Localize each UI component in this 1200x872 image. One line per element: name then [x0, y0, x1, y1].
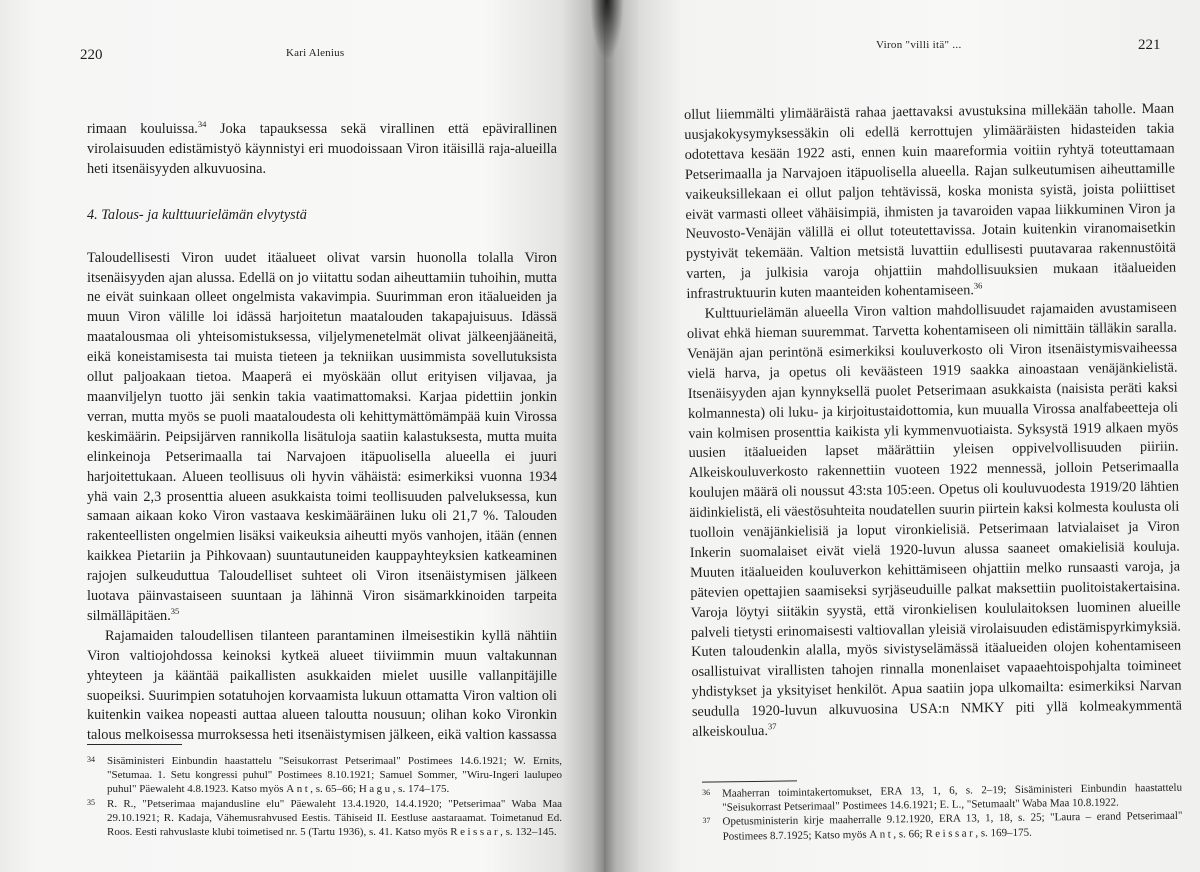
footnote: 35 R. R., "Petserimaa majandusline elu" Päewaleht 13.4.1920, 14.4.1920; "Petserimaa" Waba Maa 29.10.1921; R. Kadaja, Vähemusrahvused Eestis. Tähiseid II. Eestluse aastaraamat. Toimetanud Ed. Roos. Eesti rahvuslaste klubi toimetised nr. 5 (Tartu 1936), s. 41. Katso myös Reissar, s. 132–145.	[87, 797, 562, 839]
footnote: 36 Maaherran toimintakertomukset, ERA 13, 1, 6, s. 2–19; Sisäministeri Einbundin haastattelu "Seisukorrast Petserimaal" Postimees 14.6.1921; E. L., "Setumaalt" Waba Maa 10.8.1922.	[702, 781, 1183, 814]
footnote: 34 Sisäministeri Einbundin haastattelu "Seisukorrast Petserimaal" Postimees 14.6.1921; W. Ernits, "Setumaa. 1. Setu kongressi puhul" Postimees 8.10.1921; Samuel Sommer, "Wiru-Ingeri laulupeo puhul" Päewaleht 4.8.1923. Katso myös Ant, s. 65–66; Hagu, s. 174–175.	[87, 755, 562, 796]
right-page	[604, 0, 1200, 872]
gutter-shadow	[590, 0, 624, 60]
paragraph: rimaan kouluissa.$^{34}$ Joka tapauksessa sekä virallinen että epävirallinen virolaisuuden edistämistyö käynnistyi eri muodoissaan Viron itäisillä raja-alueilla heti itsenäisyyden alkuvuosina.	[87, 119, 557, 177]
footnote-number: 36	[702, 787, 711, 797]
footnote-ref[interactable]: 35	[170, 606, 180, 617]
page-number-left: 220	[80, 47, 103, 63]
page-number-right: 221	[1138, 37, 1161, 53]
footnote-ref[interactable]: 36	[973, 280, 983, 291]
footnote-ref[interactable]: 37	[767, 721, 777, 732]
footnote-number: 35	[87, 797, 95, 807]
footnote-number: 37	[702, 816, 711, 826]
running-head-right: Viron "villi itä" ...	[876, 39, 962, 51]
footnote-divider	[87, 744, 182, 745]
footnote-number: 34	[87, 755, 95, 764]
paragraph: ollut liiemmälti ylimääräistä rahaa jaettavaksi avustuksina millekään taholle. Maan uusjakokysymyksessäkin oli edellä kerrottujen ylimääräisten hidasteiden takia odotettava kesään 1922 asti, ennen kuin maareformia voitiin ryhtyä toteuttamaan Petserimaalla ja Narvajoen itäpuolisella alueella. Rajan sulkeutumisen aiheuttamille vaikeuksillekaan ei ollut paljon tehtävissä, koska monista syistä, joista poliittiset eivät varmasti olleet vähäisimpiä, ihmisten ja tavaroiden vapaa liikkuminen Viron ja Neuvosto-Venäjän välillä ei ollut toteutettavissa. Jotain kuitenkin viranomaisetkin pystyivät tekemään. Valtion metsistä luvattiin edullisesti puutavaraa rakennustöitä varten, ja julkisia varoja ohjattiin mahdollisuuksien mukaan itäalueiden infrastruktuurin kuten maanteiden kohentamiseen.$^{36}$	[684, 100, 1177, 303]
footnote: 37 Opetusministerin kirje maaherralle 9.12.1920, ERA 13, 1, 18, s. 25; "Laura – erand Petserimaal" Postimees 8.7.1925; Katso myös Ant, s. 66; Reissar, s. 169–175.	[702, 810, 1183, 843]
section-heading: 4. Talous- ja kulttuurielämän elvytystä	[87, 206, 307, 223]
right-body-text	[684, 100, 1182, 743]
paragraph: Kulttuurielämän alueella Viron valtion mahdollisuudet rajamaiden avustamiseen olivat ehkä hieman suuremmat. Tarvetta kohentamiseen oli nimittäin tälläkin saralla. Venäjän ajan perintönä esimerkiksi kouluverkosto oli Viron itsenäistymisvaiheessa vielä harva, ja opetus oli keväästeen 1919 saakka ainoastaan venäjänkielistä. Itsenäisyyden ajan kynnyksellä puolet Petserimaan asukkaista (naisista peräti kaksi kolmannesta) oli luku- ja kirjoitustaidottomia, kun muualla Virossa analfabeetteja oli vain kolmisen prosenttia kaikista yli kymmenvuotiaista. Syksystä 1919 alkaen myös uusien itäalueiden lapset määrättiin yleisen oppivelvollisuuden piiriin. Alkeiskouluverkosto rakennettiin vuoteen 1922 mennessä, jolloin Petserimaalla koulujen määrä oli noussut 43:sta 105:een. Opetus oli kouluvuodesta 1919/20 lähtien äidinkielistä, eli väestösuhteita noudatellen suurin piirtein kaksi kolmesta koulusta oli tuolloin venäjänkielisiä ja loput vironkielisiä. Petserimaan latvialaiset ja Viron Inkerin suomalaiset eivät vielä 1920-luvun alussa saaneet omakielisiä kouluja. Muuten itäalueiden kouluverkon kehittämiseen ohjattiin melko runsaasti varoja, ja pätevien opettajien saamiseksi syrjäseuduille palkat maksettiin puolitoistakertaisina. Varoja löytyi siitäkin syystä, että vironkielisen koululaitoksen luominen alueille palveli tietysti erinomaisesti valtiovallan yleisiä virolaisuuden edistämispyrkimyksiä. Kuten taloudenkin alalla, myös sivistyselämässä itäalueiden olojen kohentamiseen osallistuivat virallisten tahojen rinnalla monenlaiset vapaaehtoispohjalta toimineet yhdistykset ja yksityiset henkilöt. Apua saatiin jopa ulkomailta: esimerkiksi Narvan seudulla 1920-luvun alkuvuosina USA:n NMKY piti yllä kolmeakymmentä alkeiskoulua.$^{37}$	[686, 299, 1182, 741]
paragraph: Taloudellisesti Viron uudet itäalueet olivat varsin huonolla tolalla Viron itsenäisyyden ajan alussa. Edellä on jo viitattu sodan aiheuttamiin tuhoihin, mutta ne eivät suinkaan olleet ongelmista vakavimpia. Suurimman eron itäalueiden ja muun Viron välille loi idässä harjoitetun maatalouden takapajuisuus. Idässä maatalousmaa oli yhteisomistuksessa, viljelymenetelmät olivat jälkeenjääneitä, eikä koneistamisesta tai muista tieteen ja tekniikan uusimmista sovellutuksista ollut paljoakaan tietoa. Maaperä ei myöskään ollut erityisen viljavaa, ja maanviljelyn tuotto jäi senkin takia vaatimattomaksi. Karjaa pidettiin jonkin verran, mutta myös se puoli maataloudesta oli kehittymättömämpää kuin Virossa keskimäärin. Peipsijärven rannikolla lisätuloja saatiin kalastuksesta, mutta muita elinkeinoja Petserimaalla tai Narvajoen itäpuolisella alueella ei juuri harjoitettukaan. Alueen teollisuus oli hyvin vähäistä: esimerkiksi vuonna 1934 yhä vain 2,3 prosenttia alueen asukkaista toimi teollisuuden palveluksessa, kun samaan aikaan koko Viron vastaava keskimääräinen luku oli 21,7 %. Talouden rakenteellisten ongelmien lisäksi vaikeuksia aiheutti myös vanhojen, itään (ennen kaikkea Pietariin ja Pihkovaan) suuntautuneiden kauppayhteyksien katkeaminen rajojen sulkeuduttua Taloudelliset suhteet oli Viron itsenäistymisen jälkeen luotava päinvastaiseen suuntaan ja lähinnä Viron sisämarkkinoiden tarpeita silmälläpitäen.$^{35}$	[87, 249, 557, 624]
paragraph: Rajamaiden taloudellisen tilanteen parantaminen ilmeisestikin kyllä nähtiin Viron valtiojohdossa keinoksi kytkeä alueet tiiviimmin muun valtakunnan yhteyteen ja kääntää paikallisten asukkaiden mielet uusille vallanpitäjille suopeiksi. Suurimpien sotatuhojen korvaamista lukuun ottamatta Viron valtion oli kuitenkin vaikea nopeasti auttaa alueen taloutta nousuun; olihan koko Vironkin talous melkoisessa murroksessa heti itsenäistymisen jälkeen, eikä valtion kassassa	[87, 627, 557, 744]
footnotes-right	[702, 781, 1183, 844]
footnote-ref[interactable]: 34	[197, 119, 207, 130]
left-body-text	[87, 120, 557, 746]
footnote-divider	[702, 780, 797, 782]
footnotes-left	[87, 754, 562, 839]
running-head-left: Kari Alenius	[286, 47, 345, 59]
